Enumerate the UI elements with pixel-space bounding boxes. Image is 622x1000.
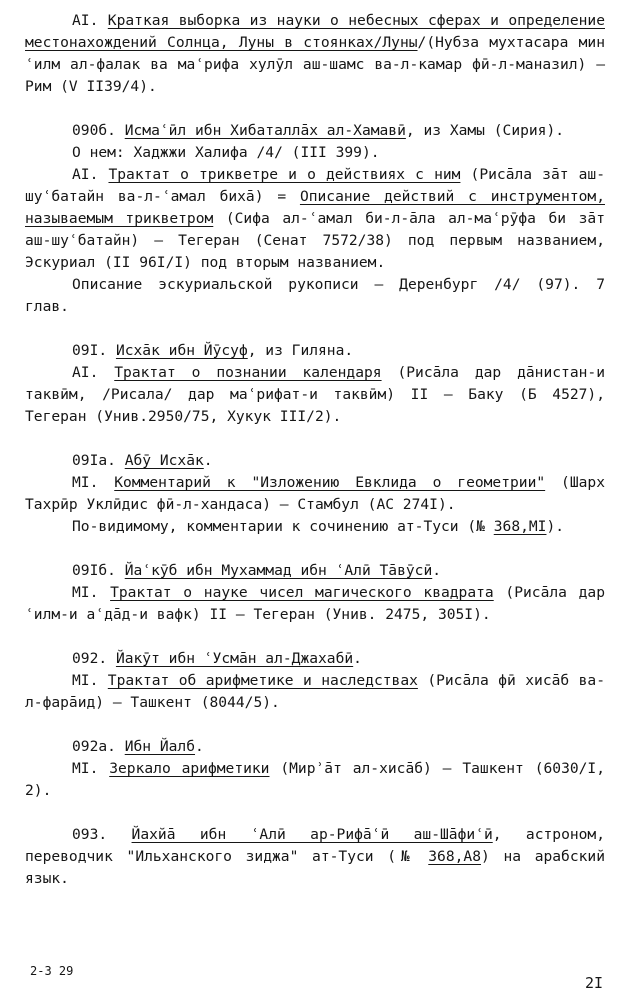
work-alt-title: Описание действий с инструментом, называемым трикветром xyxy=(25,188,605,227)
work-text: (Рисāла дар ʿилм-и аʿдāд-и вафк) II – Тегеран (Унив. 2475, 305I). xyxy=(25,584,605,623)
work-label: MI. xyxy=(72,584,111,601)
cross-reference: 368,A8 xyxy=(428,848,481,865)
work-ai-calendar xyxy=(25,362,605,428)
work-label: MI. xyxy=(72,760,110,777)
entry-text: /(Нубза мухтасара мин ʿилм ал-фалак ва маʿрифа хулӯл аш-шамс ва-л-камар фӣ-л-маназил) – Рим (V II39/4). xyxy=(25,34,606,95)
author-name: Йаʿкӯб ибн Мухаммад ибн ʿАлӣ Тāвӯсӣ xyxy=(124,562,433,579)
author-name: Исмаʿӣл ибн Хибаталлāх ал-Хамавӣ xyxy=(124,122,406,139)
work-manuscripts: (Сифа ал-ʿамал би-л-āла ал-маʿрӯфа би зāт аш-шуʿбатайн) – Тегеран (Сенат 7572/38) под первым названием, Эскуриал (II 96I/I) под вторым названием. xyxy=(25,210,605,271)
entry-number: 09I. xyxy=(72,342,116,359)
entry-number: 092а. xyxy=(72,738,125,755)
author-name: Исхāк ибн Йӯсуф xyxy=(115,342,248,359)
work-mi-mirror xyxy=(25,758,605,802)
author-description-end: ) на арабский язык. xyxy=(25,848,605,887)
page-number: 2I xyxy=(585,974,604,992)
footer-signature: 2-3 29 xyxy=(30,964,74,978)
work-mi-magic-square xyxy=(25,582,605,626)
entry-number: 092. xyxy=(72,650,116,667)
document-page xyxy=(25,10,605,890)
reference-text: О нем: Хаджжи Халифа /4/ (III 399). xyxy=(72,144,380,161)
note-text: По-видимому, комментарии к сочинению ат-Туси (№ xyxy=(72,518,494,535)
work-title: Трактат о познании календаря xyxy=(114,364,382,381)
work-title: Зеркало арифметики xyxy=(109,760,270,777)
note-text: Описание эскуриальской рукописи – Деренбург /4/ (97). 7 глав. xyxy=(25,276,605,315)
author-heading-092 xyxy=(25,648,605,670)
author-origin: , из Гиляна. xyxy=(247,342,354,359)
entry-punct: . xyxy=(195,738,204,755)
entry-punct: . xyxy=(432,562,442,579)
work-label: AI. xyxy=(72,364,115,381)
entry-number: 090б. xyxy=(72,122,125,139)
work-text: (Рисāла дар дāнистан-и таквӣм, /Рисала/ дар маʿрифат-и таквӣм) II – Баку (Б 4527), Тегеран (Унив.2950/75, Хукук III/2). xyxy=(25,364,605,425)
author-name: Абӯ Исхāк xyxy=(124,452,204,469)
note-end: ). xyxy=(546,518,565,535)
work-text: (Рисāла фӣ хисāб ва-л-фарāид) – Ташкент (8044/5). xyxy=(25,672,605,711)
title-underlined: Краткая выборка из науки о небесных сферах и определение местонахождений Солнца, Луны в стоянках/Луны xyxy=(25,12,605,51)
author-ref-090b xyxy=(25,142,605,164)
work-mi-commentary xyxy=(25,472,605,516)
work-title: Трактат о науке чисел магического квадрата xyxy=(110,584,494,601)
author-heading-091 xyxy=(25,340,605,362)
work-text: (Шарх Тахрӣр Уклӣдис фӣ-л-хандаса) – Стамбул (АС 274I). xyxy=(25,474,605,513)
work-title: Комментарий к "Изложению Евклида о геометрии" xyxy=(114,474,546,491)
author-heading-090b xyxy=(25,120,605,142)
work-title: Трактат об арифметике и наследствах xyxy=(107,672,418,689)
work-label: AI. xyxy=(72,166,109,183)
author-name: Ибн Йалб xyxy=(124,738,196,755)
entry-ai-rome xyxy=(25,10,605,98)
author-heading-092a xyxy=(25,736,605,758)
work-text: (Рисāла зāт аш-шуʿбатайн ва-л-ʿамал бихā) = xyxy=(25,166,605,205)
author-heading-091a xyxy=(25,450,605,472)
work-ai-triquetrum xyxy=(25,164,605,274)
cross-reference: 368,MI xyxy=(493,518,547,535)
author-heading-093 xyxy=(25,824,605,890)
work-text: (Мирʾāт ал-хисāб) – Ташкент (6030/I, 2). xyxy=(25,760,605,799)
author-description: , астроном, переводчик "Ильханского зиджа" ат-Туси (№ xyxy=(25,826,605,865)
work-title: Трактат о трикветре и о действиях с ним xyxy=(108,166,461,183)
entry-label: AI. xyxy=(72,12,108,29)
work-mi-arithmetic-inheritance xyxy=(25,670,605,714)
entry-punct: . xyxy=(353,650,362,667)
author-origin: , из Хамы (Сирия). xyxy=(405,122,565,139)
work-label: MI. xyxy=(72,474,115,491)
entry-number: 09Iб. xyxy=(72,562,125,579)
entry-number: 093. xyxy=(72,826,132,843)
work-label: MI. xyxy=(72,672,108,689)
author-heading-091b xyxy=(25,560,605,582)
note-tusi xyxy=(25,516,605,538)
author-name: Йахйā ибн ʿАлӣ ар-Рифāʿӣ аш-Шāфиʿӣ xyxy=(131,826,493,843)
entry-punct: . xyxy=(203,452,213,469)
author-name: Йакӯт ибн ʿУсмāн ал-Джахабӣ xyxy=(115,650,354,667)
note-escorial xyxy=(25,274,605,318)
entry-number: 09Iа. xyxy=(72,452,125,469)
